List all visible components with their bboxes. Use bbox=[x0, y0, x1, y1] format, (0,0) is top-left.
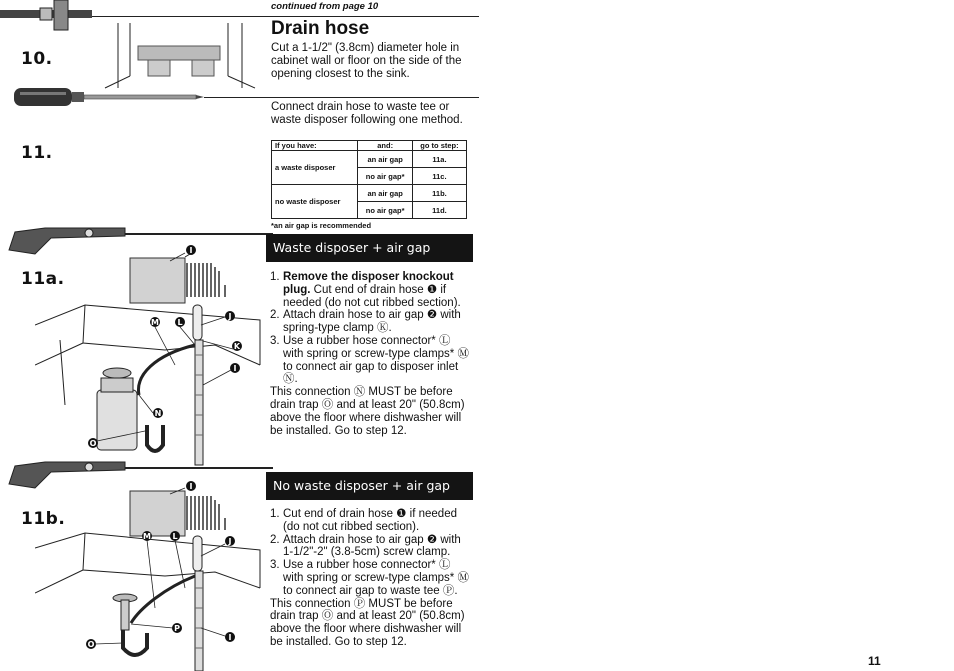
callout-I: I bbox=[189, 482, 193, 491]
step-11a-number: 11a. bbox=[21, 269, 65, 289]
callout-J: J bbox=[228, 537, 232, 546]
step-11-number: 11. bbox=[21, 143, 53, 163]
callout-I: I bbox=[233, 364, 237, 373]
top-rule bbox=[88, 16, 479, 17]
table-footnote: *an air gap is recommended bbox=[271, 221, 372, 230]
table-header: If you have: bbox=[272, 141, 358, 151]
choice-table bbox=[271, 140, 467, 219]
table-cell: an air gap bbox=[358, 185, 413, 202]
callout-P: P bbox=[174, 624, 180, 633]
table-cell: no waste disposer bbox=[272, 185, 358, 219]
table-cell: 11c. bbox=[412, 168, 466, 185]
page-number: 11 bbox=[868, 654, 881, 668]
table-cell: an air gap bbox=[358, 151, 413, 168]
step-11a-instructions bbox=[270, 271, 470, 437]
table-cell: 11b. bbox=[412, 185, 466, 202]
step-11b-note: This connection Ⓟ MUST be before drain trap Ⓞ and at least 20" (50.8cm) above the floor where dishwasher will be installed. Go to step 12. bbox=[270, 597, 465, 648]
callout-M: M bbox=[143, 532, 151, 541]
step-11-intro: Connect drain hose to waste tee or waste disposer following one method. bbox=[271, 101, 463, 126]
step-11b-banner: No waste disposer + air gap bbox=[266, 472, 473, 500]
callout-N: N bbox=[154, 409, 162, 418]
list-item: 3. Use a rubber hose connector* Ⓛ with spring or screw-type clamps* Ⓜ to connect air gap to waste tee Ⓟ. bbox=[270, 559, 469, 597]
step-11a-note: This connection Ⓝ MUST be before drain trap Ⓞ and at least 20" (50.8cm) above the floor where dishwasher will be installed. Go to step 12. bbox=[270, 386, 465, 437]
table-cell: a waste disposer bbox=[272, 151, 358, 185]
beam-illustration bbox=[0, 0, 100, 32]
callout-I: I bbox=[228, 633, 232, 642]
callout-J: J bbox=[228, 312, 232, 321]
table-header: and: bbox=[358, 141, 413, 151]
waste-tee-air-gap-diagram bbox=[35, 478, 270, 671]
list-item: 1. Remove the disposer knockout plug. Cut end of drain hose ❶ if needed (do not cut ribbed section). bbox=[270, 271, 461, 309]
callout-K: K bbox=[233, 342, 241, 351]
continued-note: continued from page 10 bbox=[271, 1, 379, 12]
list-item: 3. Use a rubber hose connector* Ⓛ with spring or screw-type clamps* Ⓜ to connect air gap to disposer inlet Ⓝ. bbox=[270, 334, 469, 386]
page-title: Drain hose bbox=[271, 18, 370, 39]
table-header: go to step: bbox=[412, 141, 466, 151]
callout-M: M bbox=[151, 318, 159, 327]
callout-I: I bbox=[189, 246, 193, 255]
list-item: 2. Attach drain hose to air gap ❷ with 1-1/2"-2" (3.8-5cm) screw clamp. bbox=[270, 533, 461, 559]
screwdriver-icon bbox=[14, 86, 204, 108]
rule-after-step-10 bbox=[204, 97, 479, 98]
disposer-air-gap-diagram bbox=[35, 245, 270, 470]
callout-O: O bbox=[89, 439, 97, 448]
table-cell: no air gap* bbox=[358, 168, 413, 185]
step-11b-number: 11b. bbox=[21, 509, 66, 529]
table-cell: 11a. bbox=[412, 151, 466, 168]
callout-L: L bbox=[172, 532, 178, 541]
step-10-text: Cut a 1-1/2" (3.8cm) diameter hole in cabinet wall or floor on the side of the opening closest to the sink. bbox=[271, 42, 462, 80]
list-item: 2. Attach drain hose to air gap ❷ with spring-type clamp Ⓚ. bbox=[270, 309, 461, 335]
step-11a-banner: Waste disposer + air gap bbox=[266, 234, 473, 262]
list-item: 1. Cut end of drain hose ❶ if needed (do not cut ribbed section). bbox=[270, 508, 457, 533]
callout-L: L bbox=[177, 318, 183, 327]
callout-O: O bbox=[87, 640, 95, 649]
table-cell: 11d. bbox=[412, 202, 466, 219]
step-10-number: 10. bbox=[21, 49, 53, 69]
step-11b-instructions bbox=[270, 508, 470, 649]
table-cell: no air gap* bbox=[358, 202, 413, 219]
